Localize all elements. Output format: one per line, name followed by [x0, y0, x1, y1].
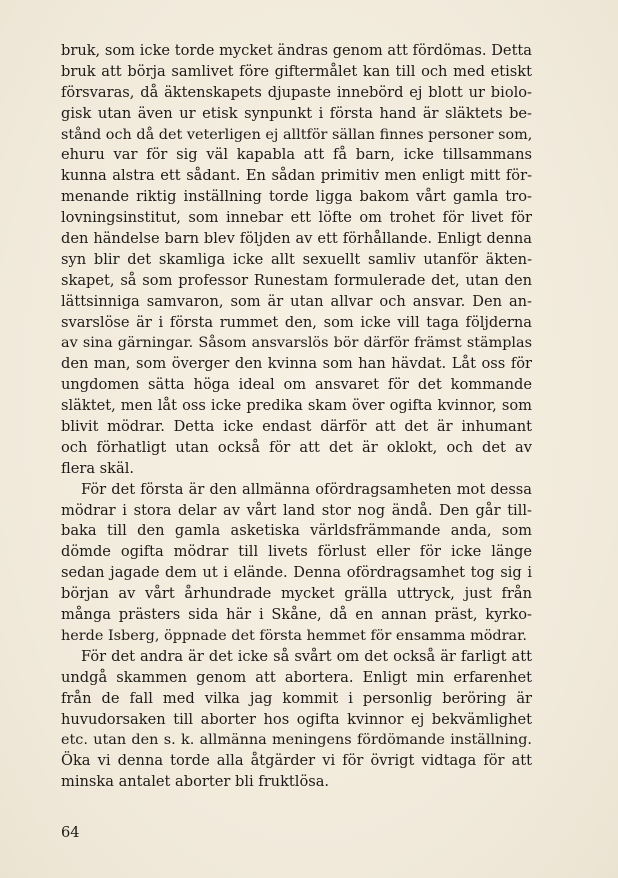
text-line: försvaras, då äktenskapets djupaste innebörd ej blott ur biolo- [61, 83, 532, 101]
text-line: undgå skammen genom att abortera. Enligt min erfarenhet [61, 668, 532, 686]
text-line: den man, som överger den kvinna som han hävdat. Låt oss för [61, 355, 532, 373]
text-line: många prästers sida här i Skåne, då en annan präst, kyrko- [61, 606, 532, 624]
text-line: och förhatligt utan också för att det är oklokt, och det av [61, 438, 532, 456]
text-line: menande riktig inställning torde ligga bakom vårt gamla tro- [61, 188, 532, 206]
text-line: lovningsinstitut, som innebar ett löfte om trohet för livet för [61, 209, 532, 227]
text-line: av sina gärningar. Såsom ansvarslös bör därför främst stämplas [61, 335, 532, 352]
text-line: kunna alstra ett sådant. En sådan primitiv men enligt mitt för- [61, 167, 532, 185]
text-line: minska antalet aborter bli fruktlösa. [61, 773, 330, 791]
body-text [61, 41, 532, 793]
text-line: den händelse barn blev följden av ett förhållande. Enligt denna [61, 230, 532, 248]
text-line: från de fall med vilka jag kommit i personlig beröring är [61, 689, 532, 707]
text-line: bruk att börja samlivet före giftermålet kan till och med etiskt [61, 62, 532, 80]
text-line: lättsinniga samvaron, som är utan allvar och ansvar. Den an- [61, 292, 532, 310]
text-line: syn blir det skamliga icke allt sexuellt samliv utanför äkten- [61, 250, 532, 268]
text-line: bruk, som icke torde mycket ändras genom att fördömas. Detta [61, 42, 532, 59]
text-line: släktet, men låt oss icke predika skam över ogifta kvinnor, som [61, 397, 532, 415]
text-line: ungdomen sätta höga ideal om ansvaret för det kommande [61, 376, 532, 394]
text-line: baka till den gamla asketiska världsfrämmande anda, som [61, 522, 532, 540]
text-line: För det första är den allmänna ofördragsamheten mot dessa [81, 480, 532, 498]
text-line: herde Isberg, öppnade det första hemmet för ensamma mödrar. [61, 627, 527, 644]
text-line: flera skäl. [61, 459, 135, 477]
text-line: Öka vi denna torde alla åtgärder vi för övrigt vidtaga för att [61, 752, 532, 770]
page-number: 64 [61, 824, 80, 841]
text-line: blivit mödrar. Detta icke endast därför att det är inhumant [61, 418, 532, 436]
text-line: dömde ogifta mödrar till livets förlust eller för icke länge [61, 543, 532, 561]
text-line: början av vårt århundrade mycket grälla uttryck, just från [61, 585, 532, 603]
text-line: mödrar i stora delar av vårt land stor nog ändå. Den går till- [61, 501, 532, 519]
text-line: gisk utan även ur etisk synpunkt i första hand är släktets be- [61, 104, 532, 122]
text-line: skapet, så som professor Runestam formulerade det, utan den [61, 271, 532, 289]
text-line: huvudorsaken till aborter hos ogifta kvinnor ej bekvämlighet [61, 710, 532, 728]
text-line: stånd och då det veterligen ej alltför sällan finnes personer som, [61, 126, 532, 143]
text-line: För det andra är det icke så svårt om det också är farligt att [81, 647, 532, 665]
text-line: svarslöse är i första rummet den, som icke vill taga följderna [61, 313, 532, 331]
text-line: etc. utan den s. k. allmänna meningens fördömande inställning. [61, 732, 532, 749]
text-line: sedan jagade dem ut i elände. Denna ofördragsamhet tog sig i [61, 564, 532, 582]
text-line: ehuru var för sig väl kapabla att få barn, icke tillsammans [61, 146, 532, 164]
